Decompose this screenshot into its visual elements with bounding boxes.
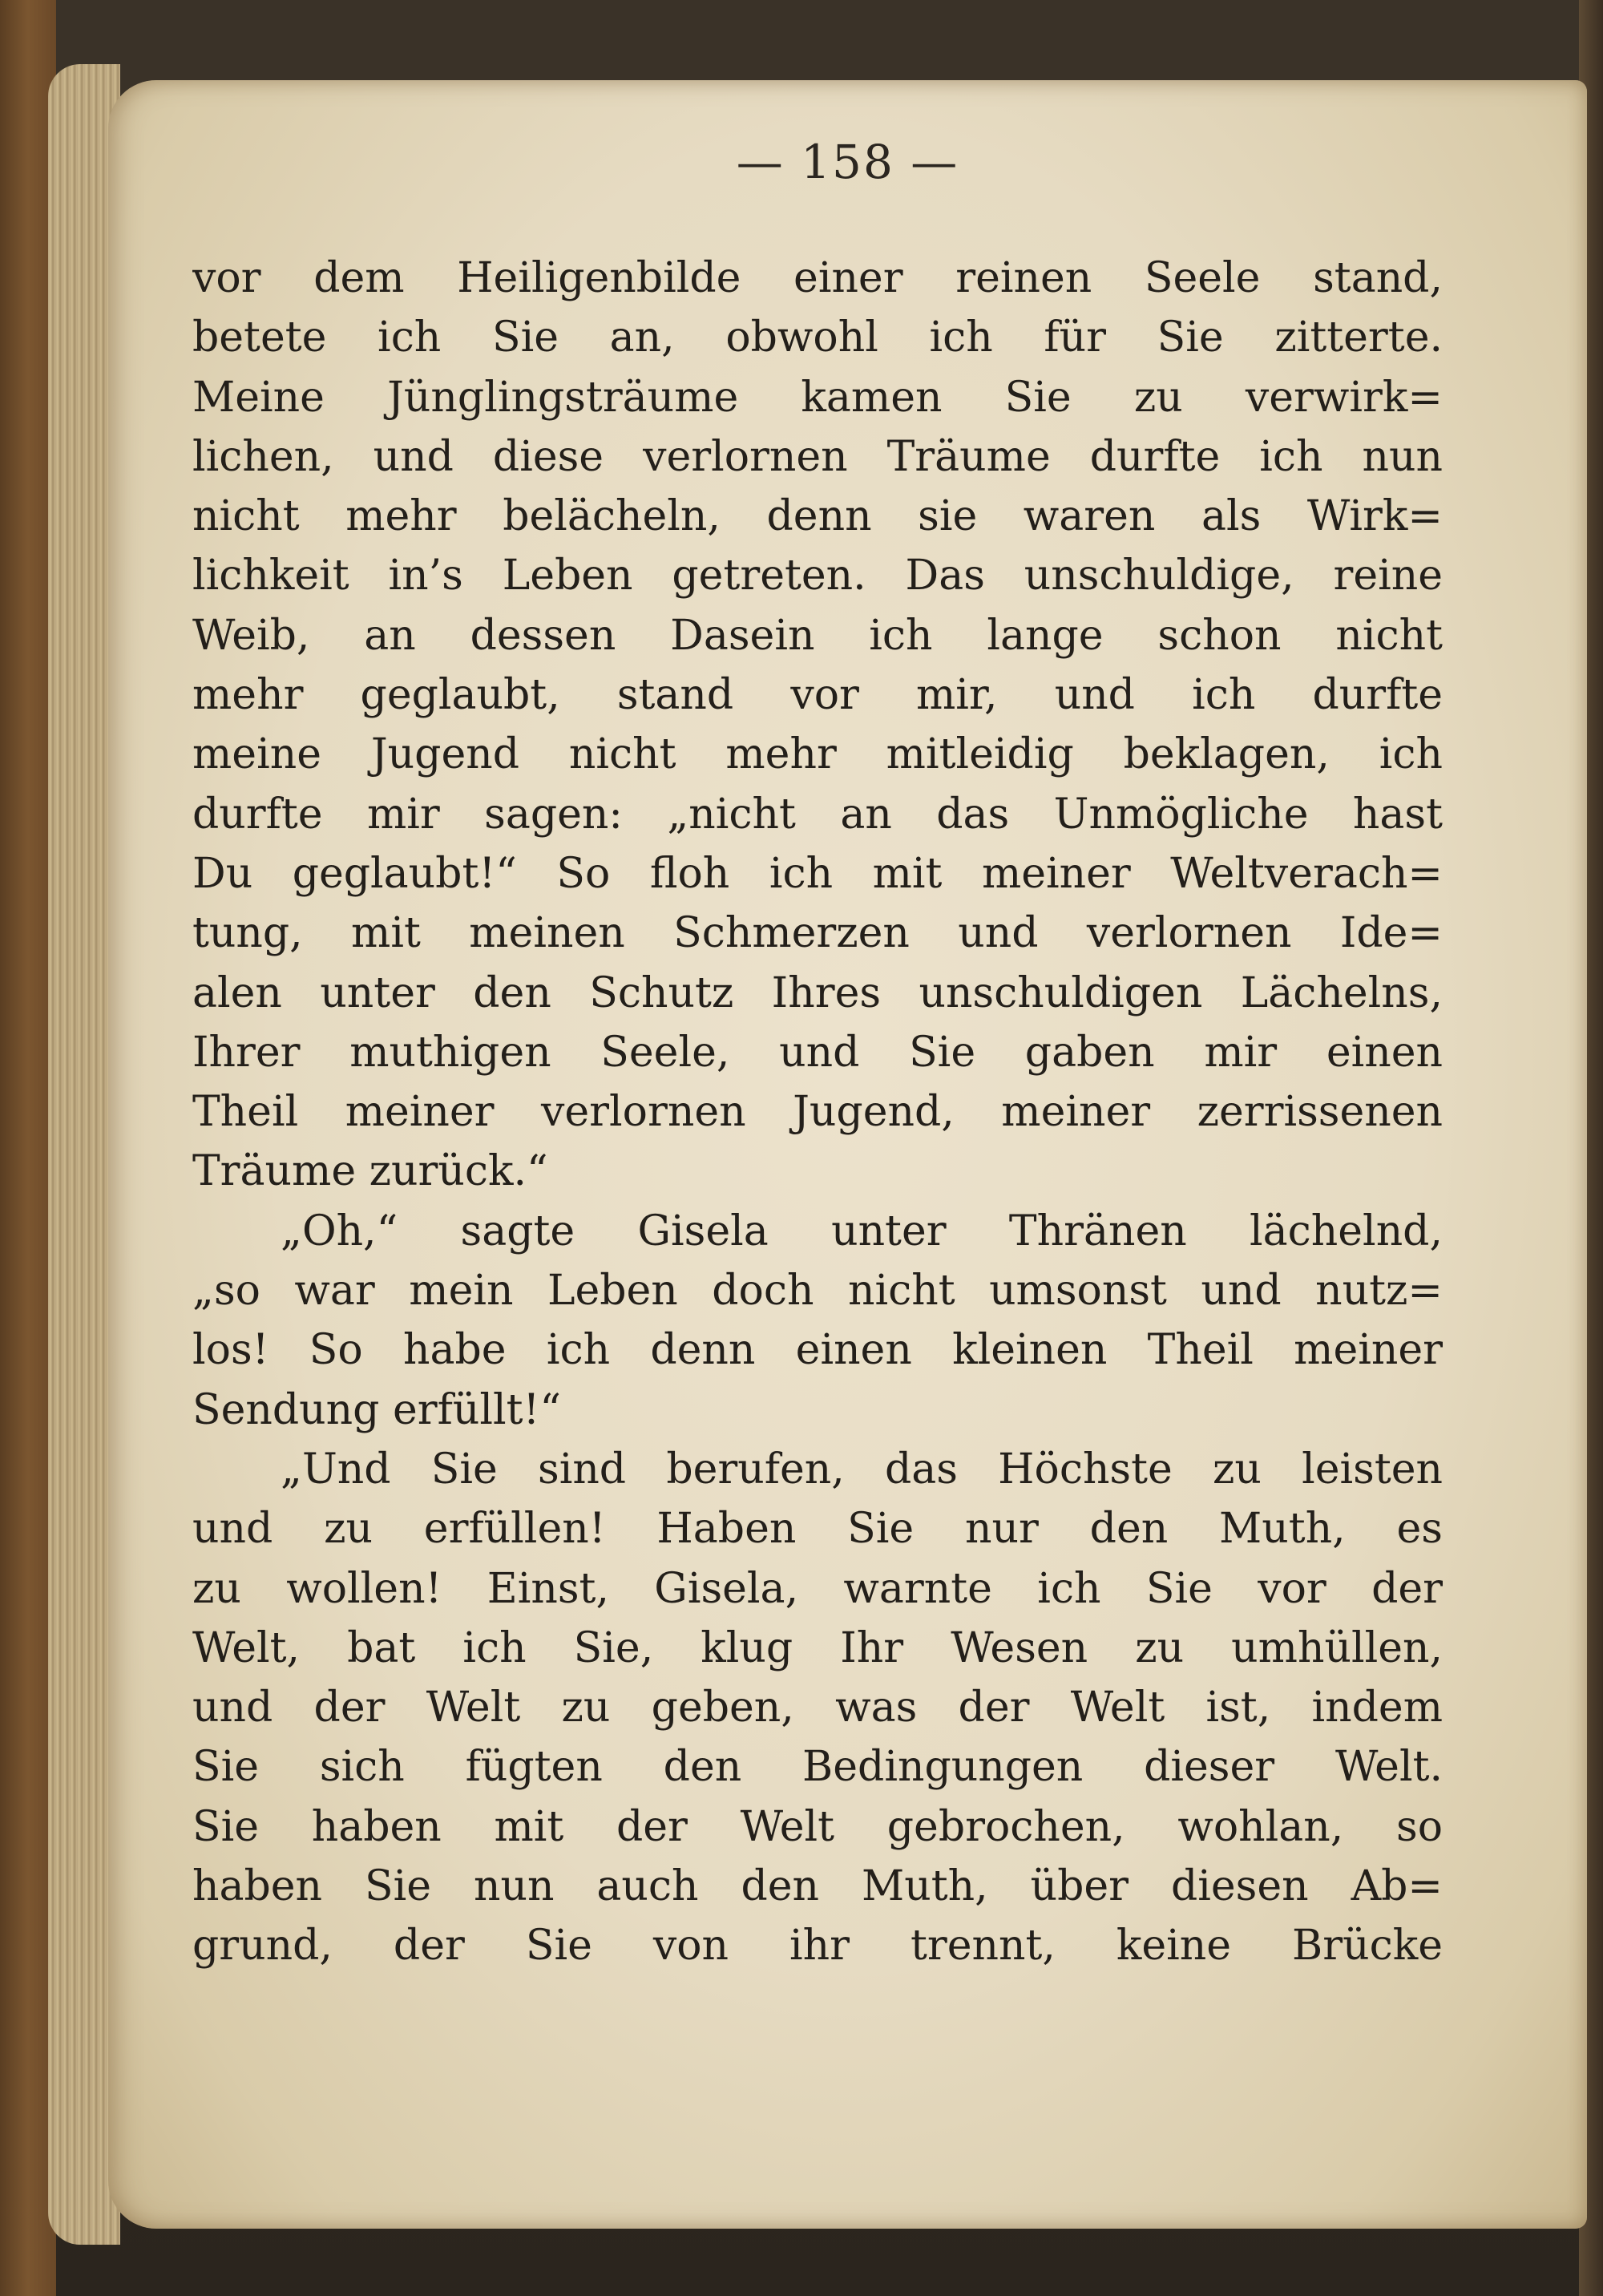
- text-line: haben Sie nun auch den Muth, über diesen Ab=: [192, 1862, 1443, 1911]
- text-line: Meine Jünglingsträume kamen Sie zu verwirk=: [192, 373, 1443, 422]
- text-line: mehr geglaubt, stand vor mir, und ich durfte: [192, 671, 1443, 720]
- text-line: Theil meiner verlornen Jugend, meiner zerrissenen: [192, 1088, 1443, 1137]
- text-line: und der Welt zu geben, was der Welt ist, indem: [192, 1684, 1443, 1732]
- text-line: Sendung erfüllt!“: [192, 1385, 561, 1434]
- text-line: Träume zurück.“: [192, 1147, 548, 1196]
- text-line: betete ich Sie an, obwohl ich für Sie zitterte.: [192, 313, 1443, 362]
- text-line: „Und Sie sind berufen, das Höchste zu leisten: [281, 1445, 1443, 1494]
- page-number: — 158 —: [736, 135, 959, 189]
- body-text: [192, 249, 1443, 1976]
- text-line: und zu erfüllen! Haben Sie nur den Muth, es: [192, 1505, 1443, 1554]
- text-line: „so war mein Leben doch nicht umsonst und nutz=: [192, 1267, 1443, 1316]
- text-line: Weib, an dessen Dasein ich lange schon nicht: [192, 611, 1443, 660]
- text-line: Sie sich fügten den Bedingungen dieser Welt.: [192, 1743, 1443, 1792]
- text-line: los! So habe ich denn einen kleinen Theil meiner: [192, 1326, 1443, 1375]
- text-line: nicht mehr belächeln, denn sie waren als Wirk=: [192, 492, 1443, 541]
- text-line: Welt, bat ich Sie, klug Ihr Wesen zu umhüllen,: [192, 1623, 1443, 1672]
- text-line: Ihrer muthigen Seele, und Sie gaben mir einen: [192, 1028, 1443, 1077]
- text-line: meine Jugend nicht mehr mitleidig beklagen, ich: [192, 730, 1443, 779]
- text-line: Sie haben mit der Welt gebrochen, wohlan, so: [192, 1802, 1443, 1851]
- text-line: Du geglaubt!“ So floh ich mit meiner Weltverach=: [192, 849, 1443, 898]
- text-line: grund, der Sie von ihr trennt, keine Brücke: [192, 1922, 1443, 1971]
- text-line: vor dem Heiligenbilde einer reinen Seele stand,: [192, 254, 1443, 302]
- text-line: „Oh,“ sagte Gisela unter Thränen lächelnd,: [281, 1207, 1443, 1255]
- text-line: lichen, und diese verlornen Träume durfte ich nun: [192, 432, 1443, 481]
- text-line: lichkeit in’s Leben getreten. Das unschuldige, reine: [192, 552, 1443, 600]
- text-line: tung, mit meinen Schmerzen und verlornen Ide=: [192, 909, 1443, 958]
- text-line: alen unter den Schutz Ihres unschuldigen Lächelns,: [192, 968, 1443, 1017]
- text-line: zu wollen! Einst, Gisela, warnte ich Sie vor der: [192, 1564, 1443, 1613]
- text-line: durfte mir sagen: „nicht an das Unmögliche hast: [192, 790, 1443, 839]
